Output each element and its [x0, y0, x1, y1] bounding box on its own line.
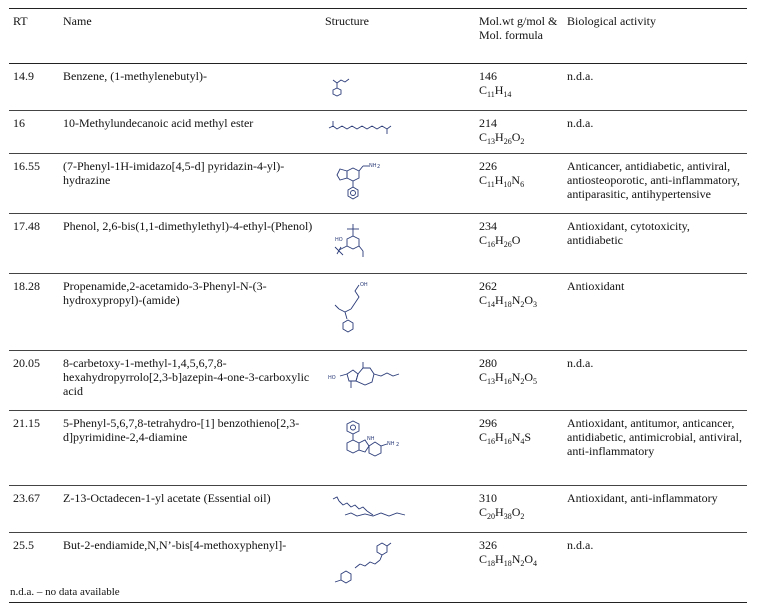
svg-text:NH: NH	[369, 163, 377, 169]
formula-element: C	[479, 173, 488, 187]
formula-element: O	[511, 130, 521, 144]
formula-count: 3	[533, 300, 538, 309]
formula-element: C	[479, 430, 488, 444]
activity-cell: n.d.a.	[563, 64, 747, 111]
structure-cell	[321, 214, 475, 274]
name-cell: 5-Phenyl-5,6,7,8-tetrahydro-[1] benzothieno[2,3-d]pyrimidine-2,4-diamine	[59, 411, 321, 486]
table-row	[9, 214, 747, 274]
molwt-cell: 326 $C_{18}H_{18}N_2O_4$	[475, 533, 563, 603]
structure-methylundecanoate-icon	[325, 116, 471, 138]
name-cell: But-2-endiamide,N,N’-bis[4-methoxyphenyl]-	[59, 533, 321, 603]
structure-cell	[321, 533, 475, 603]
table-row	[9, 274, 747, 351]
formula-element: N	[511, 173, 521, 187]
formula-element: O	[511, 505, 521, 519]
formula-count: 2	[520, 137, 525, 146]
molwt-cell: 280 $C_{13}H_{16}N_2O_5$	[475, 351, 563, 411]
name-cell: Z-13-Octadecen-1-yl acetate (Essential oil)	[59, 486, 321, 533]
activity-cell: Antioxidant, antitumor, anticancer, antidiabetic, antimicrobial, antiviral, anti-inflammatory	[563, 411, 747, 486]
rt-cell: 20.05	[9, 351, 59, 411]
formula-element: O	[524, 293, 534, 307]
structure-cell	[321, 274, 475, 351]
formula-count: 16	[503, 377, 512, 386]
formula-count: 11	[487, 90, 495, 99]
formula-count: 18	[503, 559, 512, 568]
formula-element: O	[511, 233, 521, 247]
formula-count: 2	[520, 559, 525, 568]
name-cell: (7-Phenyl-1H-imidazo[4,5-d] pyridazin-4-yl)-hydrazine	[59, 154, 321, 214]
svg-text:HO: HO	[328, 375, 336, 381]
table-row	[9, 154, 747, 214]
name-cell: Propenamide,2-acetamido-3-Phenyl-N-(3-hydroxypropyl)-(amide)	[59, 274, 321, 351]
formula-element: H	[495, 130, 504, 144]
formula-count: 16	[487, 437, 496, 446]
formula-element: S	[524, 430, 532, 444]
formula-count: 26	[503, 137, 512, 146]
structure-octadecenyl-acetate-icon	[325, 491, 471, 525]
molwt-cell: 234 $C_{16}H_{26}O$	[475, 214, 563, 274]
formula-element: H	[495, 233, 504, 247]
header-name: Name	[59, 9, 321, 64]
compound-table	[9, 8, 747, 603]
activity-cell: Anticancer, antidiabetic, antiviral, antiosteoporotic, anti-inflammatory, antiparasitic, antihypertensive	[563, 154, 747, 214]
formula	[479, 130, 559, 144]
formula-element: H	[495, 505, 504, 519]
rt-cell: 17.48	[9, 214, 59, 274]
svg-text:OH: OH	[360, 282, 368, 288]
formula-count: 16	[503, 437, 512, 446]
formula-element: N	[511, 430, 521, 444]
formula-count: 26	[503, 240, 512, 249]
structure-cell	[321, 411, 475, 486]
svg-text:NH: NH	[387, 441, 395, 447]
structure-propenamide-icon	[325, 279, 471, 343]
formula-count: 14	[503, 90, 512, 99]
activity-cell: n.d.a.	[563, 533, 747, 603]
svg-text:HO: HO	[335, 237, 343, 243]
structure-pyrroloazepinone-icon	[325, 356, 471, 402]
footnote: n.d.a. – no data available	[10, 586, 120, 598]
activity-cell: Antioxidant, anti-inflammatory	[563, 486, 747, 533]
structure-di-tert-butyl-ethylphenol-icon	[325, 219, 471, 265]
svg-text:2: 2	[377, 164, 381, 170]
structure-cell	[321, 64, 475, 111]
formula-element: H	[495, 552, 504, 566]
activity-cell: n.d.a.	[563, 351, 747, 411]
formula	[479, 552, 559, 566]
table-row	[9, 411, 747, 486]
rt-cell: 16	[9, 111, 59, 154]
formula-count: 2	[520, 300, 525, 309]
formula-count: 13	[487, 377, 496, 386]
formula-count: 4	[533, 559, 538, 568]
structure-cell	[321, 154, 475, 214]
structure-imidazopyridazine-hydrazine-icon	[325, 159, 471, 207]
table-row	[9, 64, 747, 111]
header-molwt: Mol.wt g/mol & Mol. formula	[475, 9, 563, 64]
formula	[479, 173, 559, 187]
table-row	[9, 351, 747, 411]
formula	[479, 83, 559, 97]
activity-cell: n.d.a.	[563, 111, 747, 154]
formula-element: C	[479, 130, 488, 144]
formula-count: 6	[520, 180, 525, 189]
formula-count: 38	[503, 512, 512, 521]
formula	[479, 293, 559, 307]
structure-benzothienopyrimidine-icon	[325, 416, 471, 478]
formula	[479, 233, 559, 247]
formula-count: 18	[487, 559, 496, 568]
formula-count: 4	[520, 437, 525, 446]
molwt-cell: 226 $C_{11}H_{10}N_6$	[475, 154, 563, 214]
rt-cell: 23.67	[9, 486, 59, 533]
header-rt: RT	[9, 9, 59, 64]
formula-element: H	[494, 173, 504, 187]
formula-element: N	[511, 370, 521, 384]
formula-element: O	[524, 552, 534, 566]
formula-element: H	[494, 83, 504, 97]
activity-cell: Antioxidant, cytotoxicity, antidiabetic	[563, 214, 747, 274]
structure-1-methylenebutyl-benzene-icon	[325, 69, 471, 103]
name-cell: 10-Methylundecanoic acid methyl ester	[59, 111, 321, 154]
formula-count: 20	[487, 512, 496, 521]
formula	[479, 370, 559, 384]
formula-element: N	[511, 552, 521, 566]
formula-element: H	[495, 370, 504, 384]
rt-cell: 14.9	[9, 64, 59, 111]
formula-element: C	[479, 505, 488, 519]
formula-element: C	[479, 83, 488, 97]
header-activity: Biological activity	[563, 9, 747, 64]
table-row	[9, 486, 747, 533]
formula	[479, 505, 559, 519]
table-row	[9, 111, 747, 154]
formula-count: 2	[520, 377, 525, 386]
svg-text:NH: NH	[367, 436, 375, 442]
rt-cell: 21.15	[9, 411, 59, 486]
formula-count: 14	[487, 300, 496, 309]
formula-count: 13	[487, 137, 496, 146]
molwt-cell: 296 $C_{16}H_{16}N_4S$	[475, 411, 563, 486]
formula-count: 16	[487, 240, 496, 249]
formula-element: H	[495, 293, 504, 307]
formula-count: 2	[520, 512, 525, 521]
formula-element: C	[479, 552, 488, 566]
molwt-cell: 310 $C_{20}H_{38}O_2$	[475, 486, 563, 533]
molwt-cell: 146 $C_{11}H_{14}$	[475, 64, 563, 111]
formula-element: C	[479, 233, 488, 247]
molwt-cell: 214 $C_{13}H_{26}O_2$	[475, 111, 563, 154]
formula-count: 5	[533, 377, 538, 386]
rt-cell: 16.55	[9, 154, 59, 214]
rt-cell: 25.5	[9, 533, 59, 603]
molwt-cell: 262 $C_{14}H_{18}N_2O_3$	[475, 274, 563, 351]
formula-element: H	[495, 430, 504, 444]
header-row	[9, 9, 747, 64]
name-cell: 8-carbetoxy-1-methyl-1,4,5,6,7,8-hexahydropyrrolo[2,3-b]azepin-4-one-3-carboxylic acid	[59, 351, 321, 411]
name-cell: Phenol, 2,6-bis(1,1-dimethylethyl)-4-ethyl-(Phenol)	[59, 214, 321, 274]
rt-cell: 18.28	[9, 274, 59, 351]
svg-text:2: 2	[396, 442, 400, 448]
formula-count: 11	[487, 180, 495, 189]
formula-element: C	[479, 370, 488, 384]
formula-element: N	[511, 293, 521, 307]
formula-count: 10	[503, 180, 512, 189]
structure-cell	[321, 111, 475, 154]
structure-cell	[321, 486, 475, 533]
structure-butenediamide-icon	[325, 538, 471, 598]
name-cell: Benzene, (1-methylenebutyl)-	[59, 64, 321, 111]
formula-element: O	[524, 370, 534, 384]
formula-element: C	[479, 293, 488, 307]
formula	[479, 430, 559, 444]
header-structure: Structure	[321, 9, 475, 64]
activity-cell: Antioxidant	[563, 274, 747, 351]
formula-count: 18	[503, 300, 512, 309]
structure-cell	[321, 351, 475, 411]
